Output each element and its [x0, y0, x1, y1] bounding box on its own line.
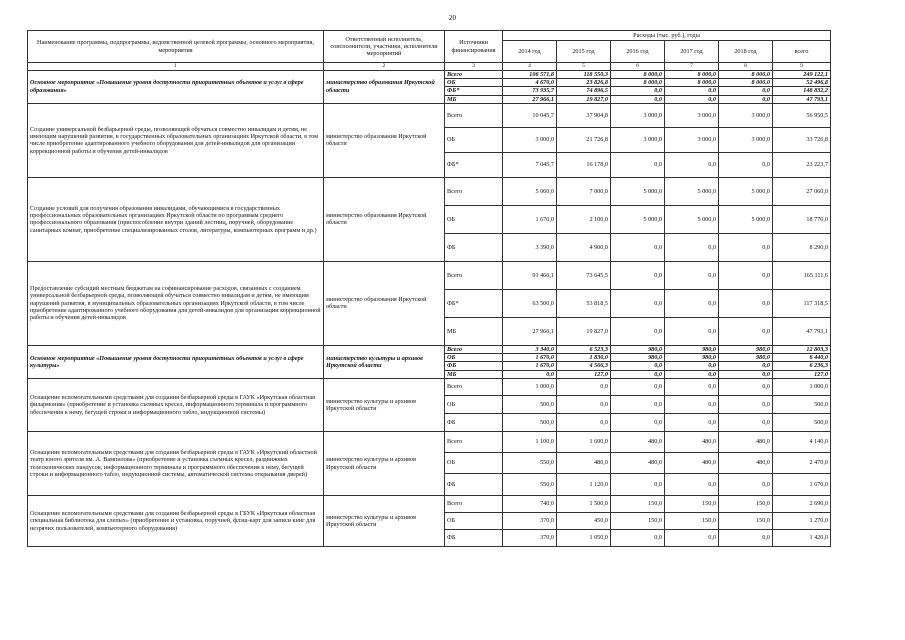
total-value-cell: 1 000,0 [773, 379, 831, 396]
year-value-cell: 0,0 [665, 87, 719, 95]
year-value-cell: 0,0 [665, 414, 719, 432]
year-value-cell: 980,0 [611, 345, 665, 353]
expenses-table [27, 30, 831, 547]
year-value-cell: 3 000,0 [719, 103, 773, 127]
activity-name-cell: Создание условий для получения образования инвалидами, обучающимися в государственных профессиональных образовательных организациях Иркутской области по программам среднего профессионального образования (приспособление внутри зданий лестниц, поручней, оборудование санитарных комнат, приобретение специализированных столов, литературы, компьютерных программ и др.) [28, 177, 324, 261]
year-value-cell: 8 000,0 [719, 78, 773, 86]
year-value-cell: 550,0 [503, 474, 557, 496]
year-value-cell: 480,0 [665, 453, 719, 474]
year-value-cell: 480,0 [719, 432, 773, 453]
year-value-cell: 7 045,7 [503, 152, 557, 177]
year-value-cell: 5 000,0 [719, 177, 773, 205]
year-value-cell: 0,0 [665, 95, 719, 103]
year-value-cell: 0,0 [665, 370, 719, 378]
year-value-cell: 0,0 [719, 474, 773, 496]
year-value-cell: 500,0 [503, 396, 557, 414]
year-value-cell: 150,0 [719, 513, 773, 530]
executor-cell: министерство культуры и архивов Иркутской области [324, 379, 445, 432]
year-value-cell: 0,0 [719, 414, 773, 432]
total-value-cell: 8 290,0 [773, 233, 831, 261]
year-value-cell: 0,0 [611, 87, 665, 95]
activity-name-cell: Предоставление субсидий местным бюджетам на софинансирование расходов, связанных с созданием универсальной безбарьерной среды, позволяющей обучаться совместно инвалидам и детям, не имеющим нарушений развития, в муниципальных образовательных организациях Иркутской области, в том числе приобретение адаптированного учебного оборудования для детей-инвалидов для организации коррекционной работы и обучения детей-инвалидов [28, 261, 324, 345]
year-value-cell: 480,0 [557, 453, 611, 474]
total-value-cell: 47 793,1 [773, 95, 831, 103]
executor-cell: министерство образования Иркутской области [324, 177, 445, 261]
year-value-cell: 0,0 [611, 152, 665, 177]
year-value-cell: 53 818,5 [557, 289, 611, 317]
year-value-cell: 0,0 [719, 370, 773, 378]
total-value-cell: 47 793,1 [773, 317, 831, 345]
year-value-cell: 0,0 [557, 414, 611, 432]
index-cell: 2 [324, 63, 445, 71]
year-value-cell: 980,0 [719, 345, 773, 353]
funding-source-cell: ФБ* [445, 152, 503, 177]
total-value-cell: 33 726,8 [773, 127, 831, 152]
total-value-cell: 148 832,2 [773, 87, 831, 95]
year-value-cell: 27 966,1 [503, 95, 557, 103]
index-cell: 1 [28, 63, 324, 71]
header-total: всего [773, 41, 831, 63]
index-cell: 5 [557, 63, 611, 71]
total-value-cell: 500,0 [773, 396, 831, 414]
total-value-cell: 249 122,1 [773, 70, 831, 78]
year-value-cell: 0,0 [611, 414, 665, 432]
year-value-cell: 19 827,0 [557, 317, 611, 345]
year-value-cell: 3 340,0 [503, 345, 557, 353]
index-cell: 7 [665, 63, 719, 71]
funding-source-cell: ФБ [445, 233, 503, 261]
year-value-cell: 370,0 [503, 513, 557, 530]
table-body [28, 70, 831, 547]
total-value-cell: 117 318,5 [773, 289, 831, 317]
funding-source-cell: Всего [445, 432, 503, 453]
funding-source-cell: Всего [445, 261, 503, 289]
header-year: 2015 год [557, 41, 611, 63]
funding-source-cell: Всего [445, 345, 503, 353]
year-value-cell: 8 000,0 [719, 70, 773, 78]
year-value-cell: 3 000,0 [665, 127, 719, 152]
total-value-cell: 127,0 [773, 370, 831, 378]
funding-source-cell: ОБ [445, 453, 503, 474]
table-row [28, 496, 831, 513]
executor-cell: министерство образования Иркутской области [324, 70, 445, 103]
index-cell: 8 [719, 63, 773, 71]
year-value-cell: 150,0 [611, 496, 665, 513]
year-value-cell: 0,0 [719, 233, 773, 261]
total-value-cell: 52 496,8 [773, 78, 831, 86]
year-value-cell: 550,0 [503, 453, 557, 474]
year-value-cell: 23 826,8 [557, 78, 611, 86]
year-value-cell: 118 550,3 [557, 70, 611, 78]
year-value-cell: 3 000,0 [611, 127, 665, 152]
total-value-cell: 18 770,0 [773, 205, 831, 233]
activity-name-cell: Оснащение вспомогательными средствами для создания безбарьерной среды в ГАУК «Иркутский областной театр юного зрителя им. А. Вампилова» (приобретение и установка съемных кресел, раздвижных телескопических пандусов, информационного терминала и программного обеспечения к нему, бегущей строки и информационного табло, индукционной системы, автоматической системы открывания дверей) [28, 432, 324, 496]
year-value-cell: 74 896,5 [557, 87, 611, 95]
executor-cell: министерство культуры и архивов Иркутской области [324, 345, 445, 378]
funding-source-cell: Всего [445, 177, 503, 205]
year-value-cell: 3 000,0 [719, 127, 773, 152]
year-value-cell: 0,0 [611, 379, 665, 396]
total-value-cell: 2 690,0 [773, 496, 831, 513]
total-value-cell: 27 060,0 [773, 177, 831, 205]
year-value-cell: 0,0 [719, 95, 773, 103]
funding-source-cell: ОБ [445, 396, 503, 414]
year-value-cell: 480,0 [665, 432, 719, 453]
year-value-cell: 0,0 [611, 474, 665, 496]
total-value-cell: 1 420,0 [773, 530, 831, 547]
year-value-cell: 480,0 [611, 453, 665, 474]
funding-source-cell: Всего [445, 379, 503, 396]
activity-name-cell: Создание универсальной безбарьерной среды, позволяющей обучаться совместно инвалидам и детям, не имеющим нарушений развития, в государственных образовательных организациях Иркутской области, в том числе приобретение адаптированного учебного оборудования для детей-инвалидов для организации коррекционной работы и обучения детей-инвалидов [28, 103, 324, 177]
header-year: 2017 год [665, 41, 719, 63]
total-value-cell: 1 270,0 [773, 513, 831, 530]
year-value-cell: 740,0 [503, 496, 557, 513]
year-value-cell: 0,0 [665, 379, 719, 396]
year-value-cell: 0,0 [503, 370, 557, 378]
header-year: 2018 год [719, 41, 773, 63]
year-value-cell: 1 120,0 [557, 474, 611, 496]
year-value-cell: 0,0 [665, 530, 719, 547]
activity-name-cell: Оснащение вспомогательными средствами для создания безбарьерной среды в ГБУК «Иркутская областная специальная библиотека для слепых» (приобретение и установка, поручней, флэш-карт для записи книг для незрячих пользователей, компьютерного оборудования) [28, 496, 324, 547]
year-value-cell: 5 060,0 [503, 177, 557, 205]
year-value-cell: 0,0 [611, 530, 665, 547]
year-value-cell: 5 000,0 [719, 205, 773, 233]
year-value-cell: 1 050,0 [557, 530, 611, 547]
funding-source-cell: ОБ [445, 78, 503, 86]
year-value-cell: 4 900,0 [557, 233, 611, 261]
year-value-cell: 1 670,0 [503, 205, 557, 233]
year-value-cell: 7 000,0 [557, 177, 611, 205]
executor-cell: министерство образования Иркутской области [324, 261, 445, 345]
funding-source-cell: МБ [445, 95, 503, 103]
year-value-cell: 5 000,0 [611, 205, 665, 233]
year-value-cell: 37 904,8 [557, 103, 611, 127]
header-year: 2014 год [503, 41, 557, 63]
year-value-cell: 480,0 [719, 453, 773, 474]
year-value-cell: 0,0 [611, 370, 665, 378]
funding-source-cell: Всего [445, 70, 503, 78]
header-source: Источники финансирования [445, 31, 503, 63]
year-value-cell: 16 178,0 [557, 152, 611, 177]
index-cell: 6 [611, 63, 665, 71]
year-value-cell: 0,0 [719, 379, 773, 396]
year-value-cell: 3 000,0 [503, 127, 557, 152]
year-value-cell: 500,0 [503, 414, 557, 432]
total-value-cell: 23 223,7 [773, 152, 831, 177]
executor-cell: министерство образования Иркутской области [324, 103, 445, 177]
year-value-cell: 4 566,3 [557, 362, 611, 370]
year-value-cell: 0,0 [719, 87, 773, 95]
year-value-cell: 0,0 [665, 396, 719, 414]
year-value-cell: 0,0 [719, 396, 773, 414]
year-value-cell: 5 000,0 [665, 205, 719, 233]
funding-source-cell: Всего [445, 103, 503, 127]
funding-source-cell: Всего [445, 496, 503, 513]
index-cell: 3 [445, 63, 503, 71]
funding-source-cell: ОБ [445, 354, 503, 362]
year-value-cell: 1 670,0 [503, 362, 557, 370]
total-value-cell: 1 670,0 [773, 474, 831, 496]
year-value-cell: 8 000,0 [611, 70, 665, 78]
year-value-cell: 19 827,0 [557, 95, 611, 103]
year-value-cell: 980,0 [665, 345, 719, 353]
index-cell: 4 [503, 63, 557, 71]
total-value-cell: 12 803,3 [773, 345, 831, 353]
column-index-row [28, 63, 831, 71]
year-value-cell: 5 000,0 [665, 177, 719, 205]
year-value-cell: 0,0 [611, 95, 665, 103]
year-value-cell: 1 600,0 [557, 432, 611, 453]
total-value-cell: 500,0 [773, 414, 831, 432]
year-value-cell: 150,0 [665, 496, 719, 513]
year-value-cell: 0,0 [611, 362, 665, 370]
year-value-cell: 0,0 [557, 379, 611, 396]
index-cell: 9 [773, 63, 831, 71]
year-value-cell: 8 000,0 [665, 78, 719, 86]
total-value-cell: 6 440,0 [773, 354, 831, 362]
executor-cell: министерство культуры и архивов Иркутской области [324, 432, 445, 496]
year-value-cell: 4 670,0 [503, 78, 557, 86]
year-value-cell: 0,0 [665, 317, 719, 345]
header-expenses: Расходы (тыс. руб.), годы [503, 31, 831, 41]
funding-source-cell: ОБ [445, 513, 503, 530]
year-value-cell: 370,0 [503, 530, 557, 547]
year-value-cell: 73 935,7 [503, 87, 557, 95]
year-value-cell: 0,0 [719, 289, 773, 317]
funding-source-cell: МБ [445, 370, 503, 378]
year-value-cell: 150,0 [665, 513, 719, 530]
header-year: 2016 год [611, 41, 665, 63]
year-value-cell: 0,0 [611, 317, 665, 345]
funding-source-cell: ФБ [445, 474, 503, 496]
year-value-cell: 1 000,0 [503, 379, 557, 396]
activity-name-cell: Основное мероприятие «Повышение уровня доступности приоритетных объектов и услуг в сфере культуры» [28, 345, 324, 378]
activity-name-cell: Оснащение вспомогательными средствами для создания безбарьерной среды в ГАУК «Иркутская областная филармония» (приобретение и установка съемных кресел, информационного терминала и программного обеспечения к нему, бегущей строки и информационного табло, индукционной системы) [28, 379, 324, 432]
year-value-cell: 480,0 [611, 432, 665, 453]
year-value-cell: 150,0 [611, 513, 665, 530]
year-value-cell: 2 100,0 [557, 205, 611, 233]
table-row [28, 70, 831, 78]
year-value-cell: 450,0 [557, 513, 611, 530]
year-value-cell: 1 670,0 [503, 354, 557, 362]
funding-source-cell: ОБ [445, 205, 503, 233]
total-value-cell: 4 140,0 [773, 432, 831, 453]
year-value-cell: 3 000,0 [611, 103, 665, 127]
total-value-cell: 2 470,0 [773, 453, 831, 474]
year-value-cell: 0,0 [665, 261, 719, 289]
year-value-cell: 1 830,0 [557, 354, 611, 362]
year-value-cell: 0,0 [611, 261, 665, 289]
total-value-cell: 56 950,5 [773, 103, 831, 127]
funding-source-cell: ФБ* [445, 87, 503, 95]
year-value-cell: 106 571,8 [503, 70, 557, 78]
year-value-cell: 1 100,0 [503, 432, 557, 453]
year-value-cell: 3 000,0 [665, 103, 719, 127]
year-value-cell: 0,0 [665, 474, 719, 496]
funding-source-cell: ФБ [445, 362, 503, 370]
year-value-cell: 91 466,1 [503, 261, 557, 289]
year-value-cell: 0,0 [611, 396, 665, 414]
year-value-cell: 127,0 [557, 370, 611, 378]
year-value-cell: 5 000,0 [611, 177, 665, 205]
total-value-cell: 165 111,6 [773, 261, 831, 289]
year-value-cell: 21 726,8 [557, 127, 611, 152]
table-row [28, 103, 831, 127]
year-value-cell: 0,0 [665, 289, 719, 317]
year-value-cell: 1 500,0 [557, 496, 611, 513]
table-row [28, 432, 831, 453]
header-executor: Ответственный исполнитель, соисполнители, участники, исполнители мероприятий [324, 31, 445, 63]
year-value-cell: 3 390,0 [503, 233, 557, 261]
page-number: 20 [449, 14, 456, 22]
funding-source-cell: ФБ* [445, 289, 503, 317]
year-value-cell: 0,0 [557, 396, 611, 414]
year-value-cell: 8 000,0 [611, 78, 665, 86]
year-value-cell: 0,0 [665, 152, 719, 177]
year-value-cell: 0,0 [719, 362, 773, 370]
executor-cell: министерство культуры и архивов Иркутской области [324, 496, 445, 547]
year-value-cell: 10 045,7 [503, 103, 557, 127]
funding-source-cell: ОБ [445, 127, 503, 152]
year-value-cell: 0,0 [665, 233, 719, 261]
total-value-cell: 6 236,3 [773, 362, 831, 370]
year-value-cell: 0,0 [719, 261, 773, 289]
funding-source-cell: МБ [445, 317, 503, 345]
year-value-cell: 980,0 [611, 354, 665, 362]
activity-name-cell: Основное мероприятие «Повышение уровня доступности приоритетных объектов и услуг в сфере образования» [28, 70, 324, 103]
year-value-cell: 150,0 [719, 496, 773, 513]
year-value-cell: 0,0 [611, 233, 665, 261]
year-value-cell: 6 523,3 [557, 345, 611, 353]
year-value-cell: 27 966,1 [503, 317, 557, 345]
table-row [28, 345, 831, 353]
year-value-cell: 0,0 [719, 530, 773, 547]
year-value-cell: 0,0 [719, 152, 773, 177]
year-value-cell: 980,0 [665, 354, 719, 362]
year-value-cell: 980,0 [719, 354, 773, 362]
header-name: Наименование программы, подпрограммы, ведомственной целевой программы, основного мероприятия, мероприятия [28, 31, 324, 63]
table-row [28, 261, 831, 289]
year-value-cell: 8 000,0 [665, 70, 719, 78]
year-value-cell: 0,0 [665, 362, 719, 370]
funding-source-cell: ФБ [445, 530, 503, 547]
year-value-cell: 0,0 [611, 289, 665, 317]
table-row [28, 177, 831, 205]
year-value-cell: 0,0 [719, 317, 773, 345]
year-value-cell: 63 500,0 [503, 289, 557, 317]
table-row [28, 379, 831, 396]
funding-source-cell: ФБ [445, 414, 503, 432]
year-value-cell: 73 645,5 [557, 261, 611, 289]
